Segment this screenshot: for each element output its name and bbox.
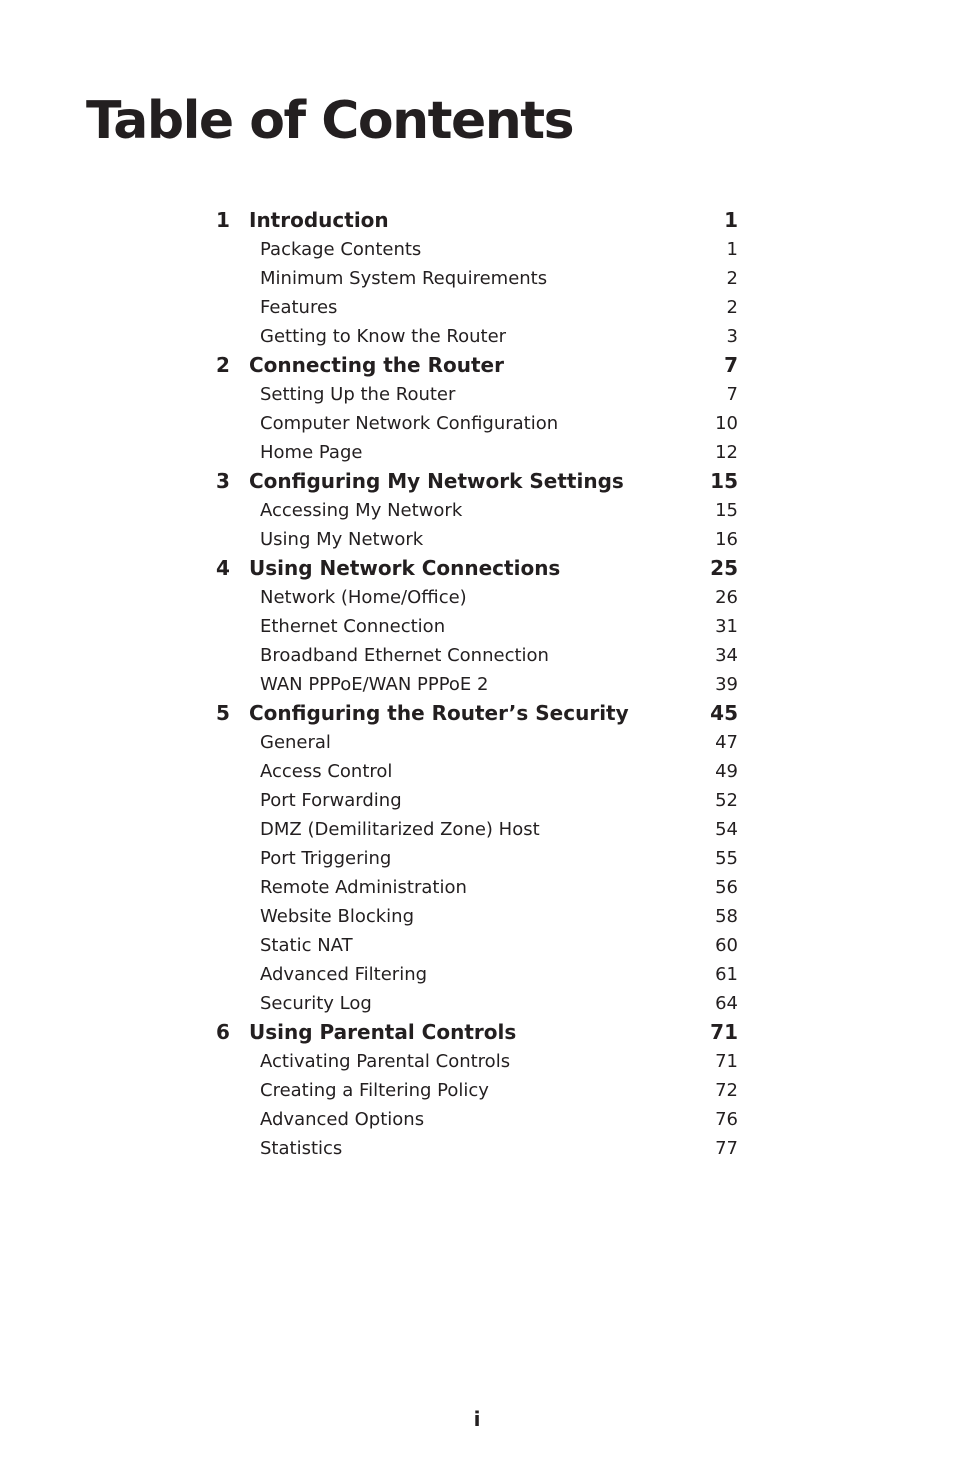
toc-section-row[interactable] <box>210 264 740 293</box>
page-number: 10 <box>715 413 738 434</box>
page-number: 1 <box>726 239 738 260</box>
section-title: Website Blocking <box>260 906 414 927</box>
toc-section-row[interactable] <box>210 1047 740 1076</box>
page-number: 60 <box>715 935 738 956</box>
section-title: Package Contents <box>260 239 422 260</box>
page-number: 3 <box>726 326 738 347</box>
toc-chapter-row[interactable] <box>210 1018 740 1047</box>
page-number: 71 <box>715 1051 738 1072</box>
section-title: Activating Parental Controls <box>260 1051 511 1072</box>
section-title: Creating a Filtering Policy <box>260 1080 489 1101</box>
toc-section-row[interactable] <box>210 322 740 351</box>
chapter-number: 2 <box>216 353 230 377</box>
chapter-title: Using Network Connections <box>249 556 561 580</box>
section-title: Static NAT <box>260 935 353 956</box>
page-number: 34 <box>715 645 738 666</box>
toc-section-row[interactable] <box>210 815 740 844</box>
toc-section-row[interactable] <box>210 641 740 670</box>
page-number: 39 <box>715 674 738 695</box>
section-title: Statistics <box>260 1138 343 1159</box>
toc-section-row[interactable] <box>210 757 740 786</box>
toc-section-row[interactable] <box>210 728 740 757</box>
toc-section-row[interactable] <box>210 786 740 815</box>
section-title: Features <box>260 297 338 318</box>
page-number: 16 <box>715 529 738 550</box>
chapter-title: Using Parental Controls <box>249 1020 517 1044</box>
section-title: Remote Administration <box>260 877 467 898</box>
toc-chapter-row[interactable] <box>210 351 740 380</box>
section-title: Getting to Know the Router <box>260 326 507 347</box>
page-number: 52 <box>715 790 738 811</box>
toc-section-row[interactable] <box>210 1076 740 1105</box>
toc-section-row[interactable] <box>210 989 740 1018</box>
page-number: 76 <box>715 1109 738 1130</box>
section-title: Network (Home/Office) <box>260 587 467 608</box>
toc-section-row[interactable] <box>210 496 740 525</box>
toc-section-row[interactable] <box>210 844 740 873</box>
section-title: Broadband Ethernet Connection <box>260 645 549 666</box>
page-number: 61 <box>715 964 738 985</box>
toc-section-row[interactable] <box>210 931 740 960</box>
section-title: Advanced Options <box>260 1109 425 1130</box>
chapter-number: 6 <box>216 1020 230 1044</box>
toc-section-row[interactable] <box>210 525 740 554</box>
page-number: 58 <box>715 906 738 927</box>
page-number: 77 <box>715 1138 738 1159</box>
toc-chapter-row[interactable] <box>210 554 740 583</box>
page-number: 47 <box>715 732 738 753</box>
toc-section-row[interactable] <box>210 293 740 322</box>
page-number: 26 <box>715 587 738 608</box>
page-number: 7 <box>726 384 738 405</box>
page-number: 55 <box>715 848 738 869</box>
page-number: 71 <box>710 1020 738 1044</box>
section-title: Home Page <box>260 442 363 463</box>
toc-section-row[interactable] <box>210 902 740 931</box>
chapter-title: Configuring My Network Settings <box>249 469 624 493</box>
page-number: 12 <box>715 442 738 463</box>
chapter-number: 4 <box>216 556 230 580</box>
section-title: Computer Network Configuration <box>260 413 559 434</box>
toc-section-row[interactable] <box>210 1134 740 1163</box>
section-title: Access Control <box>260 761 393 782</box>
chapter-number: 1 <box>216 208 230 232</box>
table-of-contents <box>210 206 740 1163</box>
page-number: 15 <box>715 500 738 521</box>
page-title: Table of Contents <box>86 91 574 151</box>
toc-section-row[interactable] <box>210 235 740 264</box>
section-title: Port Triggering <box>260 848 392 869</box>
page-number: 31 <box>715 616 738 637</box>
section-title: Port Forwarding <box>260 790 402 811</box>
section-title: Minimum System Requirements <box>260 268 548 289</box>
toc-section-row[interactable] <box>210 1105 740 1134</box>
toc-section-row[interactable] <box>210 380 740 409</box>
toc-chapter-row[interactable] <box>210 699 740 728</box>
toc-chapter-row[interactable] <box>210 467 740 496</box>
page-number: 25 <box>710 556 738 580</box>
chapter-title: Configuring the Router’s Security <box>249 701 629 725</box>
toc-chapter-row[interactable] <box>210 206 740 235</box>
section-title: Ethernet Connection <box>260 616 446 637</box>
section-title: DMZ (Demilitarized Zone) Host <box>260 819 540 840</box>
chapter-number: 3 <box>216 469 230 493</box>
toc-section-row[interactable] <box>210 612 740 641</box>
chapter-number: 5 <box>216 701 230 725</box>
chapter-title: Introduction <box>249 208 389 232</box>
section-title: Advanced Filtering <box>260 964 428 985</box>
toc-section-row[interactable] <box>210 960 740 989</box>
section-title: Accessing My Network <box>260 500 463 521</box>
section-title: WAN PPPoE/WAN PPPoE 2 <box>260 674 489 695</box>
page-number: 7 <box>724 353 738 377</box>
page-number: 49 <box>715 761 738 782</box>
toc-section-row[interactable] <box>210 583 740 612</box>
chapter-title: Connecting the Router <box>249 353 504 377</box>
page-number: 64 <box>715 993 738 1014</box>
section-title: General <box>260 732 331 753</box>
section-title: Setting Up the Router <box>260 384 456 405</box>
page-number: 72 <box>715 1080 738 1101</box>
section-title: Security Log <box>260 993 372 1014</box>
page-number: 56 <box>715 877 738 898</box>
page-number: 15 <box>710 469 738 493</box>
page-number: 45 <box>710 701 738 725</box>
section-title: Using My Network <box>260 529 424 550</box>
page-number: 2 <box>726 297 738 318</box>
page-number: 1 <box>724 208 738 232</box>
toc-section-row[interactable] <box>210 873 740 902</box>
footer-page-number: i <box>473 1407 481 1431</box>
toc-section-row[interactable] <box>210 409 740 438</box>
toc-section-row[interactable] <box>210 438 740 467</box>
page-number: 2 <box>726 268 738 289</box>
page-number: 54 <box>715 819 738 840</box>
toc-section-row[interactable] <box>210 670 740 699</box>
